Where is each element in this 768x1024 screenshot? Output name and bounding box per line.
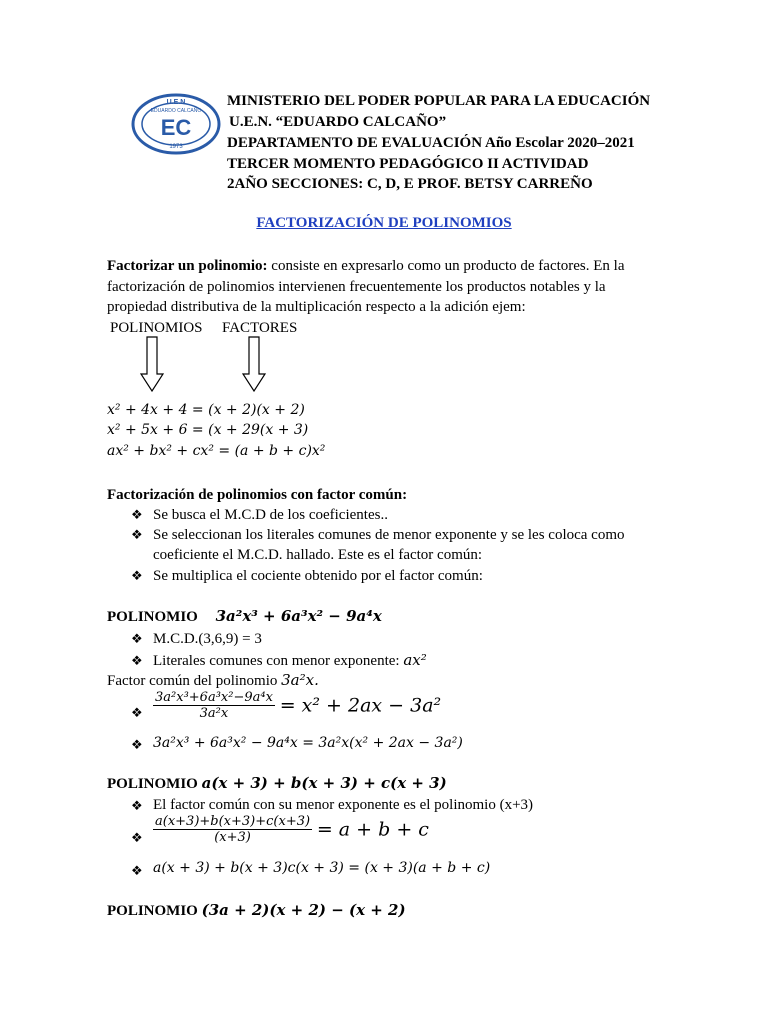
poly1-literals-label: Literales comunes con menor exponente: — [153, 653, 404, 669]
example-2: x² + 5x + 6 = (x + 29(x + 3) — [107, 422, 309, 438]
bullet-icon: ❖ — [131, 705, 143, 720]
poly2-frac-result: = a + b + c — [316, 818, 429, 841]
example-1: x² + 4x + 4 = (x + 2)(x + 2) — [107, 402, 305, 418]
header-sections: 2AÑO SECCIONES: C, D, E PROF. BETSY CARREÑO — [227, 176, 593, 192]
poly2-bullet-1: El factor común con su menor exponente es el polinomio (x+3) — [153, 797, 534, 813]
poly1-expression: 3a²x³ + 6a³x² − 9a⁴x — [215, 607, 382, 625]
poly3-heading — [107, 900, 406, 921]
poly1-division — [153, 690, 441, 721]
poly2-label: POLINOMIO — [107, 776, 202, 792]
poly1-frac-numerator: 3a²x³+6a³x²−9a⁴x — [155, 690, 273, 705]
common-factor-heading: Factorización de polinomios con factor común: — [107, 487, 408, 503]
poly1-literals-value: ax² — [403, 651, 427, 669]
header-ministry: MINISTERIO DEL PODER POPULAR PARA LA EDUCACIÓN — [227, 93, 651, 109]
poly3-label: POLINOMIO — [107, 903, 202, 919]
poly3-expression: (3a + 2)(x + 2) − (x + 2) — [201, 901, 406, 919]
poly2-expression: a(x + 3) + b(x + 3) + c(x + 3) — [201, 774, 447, 792]
logo-top-text: U.E.N — [166, 99, 186, 106]
bullet-icon: ❖ — [131, 830, 143, 845]
logo-ring-text: EDUARDO CALCAÑO — [150, 108, 202, 114]
intro-line-2: factorización de polinomios intervienen frecuentemente los productos notables y la — [107, 279, 606, 295]
poly2-result: a(x + 3) + b(x + 3)c(x + 3) = (x + 3)(a + b + c) — [153, 860, 491, 876]
school-logo — [131, 93, 221, 155]
bullet-icon: ❖ — [131, 798, 143, 813]
header-school: U.E.N. “EDUARDO CALCAÑO” — [229, 114, 447, 130]
intro-line-3: propiedad distributiva de la multiplicación respecto a la adición ejem: — [107, 299, 526, 315]
down-arrow-icon — [242, 336, 266, 392]
poly1-label: POLINOMIO — [107, 609, 198, 625]
poly1-frac-result: = x² + 2ax − 3a² — [279, 694, 442, 717]
cf-bullet-3: Se multiplica el cociente obtenido por el factor común: — [153, 568, 483, 584]
bullet-icon: ❖ — [131, 527, 143, 542]
cf-bullet-2-line-2: coeficiente el M.C.D. hallado. Este es el factor común: — [153, 547, 483, 563]
poly1-frac-denominator: 3a²x — [199, 706, 229, 721]
down-arrow-icon — [140, 336, 164, 392]
intro-term: Factorizar un polinomio: — [107, 258, 268, 274]
cf-bullet-1: Se busca el M.C.D de los coeficientes.. — [153, 507, 388, 523]
bullet-icon: ❖ — [131, 653, 143, 668]
bullet-icon: ❖ — [131, 568, 143, 583]
poly2-heading — [107, 773, 447, 794]
poly1-mcd: M.C.D.(3,6,9) = 3 — [153, 631, 262, 647]
header-moment: TERCER MOMENTO PEDAGÓGICO II ACTIVIDAD — [227, 156, 589, 172]
poly2-fraction — [153, 814, 312, 845]
intro-line-1-rest: consiste en expresarlo como un producto de factores. En la — [267, 258, 625, 274]
poly1-fraction — [153, 690, 275, 721]
poly1-literals — [153, 650, 427, 671]
intro-line-1 — [107, 256, 625, 276]
logo-year: 1973 — [169, 144, 183, 150]
bullet-icon: ❖ — [131, 631, 143, 646]
poly2-frac-numerator: a(x+3)+b(x+3)+c(x+3) — [155, 814, 311, 829]
poly1-result: 3a²x³ + 6a³x² − 9a⁴x = 3a²x(x² + 2ax − 3a²) — [153, 735, 463, 751]
poly1-factor-value: 3a²x. — [281, 671, 319, 689]
bullet-icon: ❖ — [131, 737, 143, 752]
poly2-division — [153, 814, 429, 845]
bullet-icon: ❖ — [131, 507, 143, 522]
poly2-frac-denominator: (x+3) — [214, 830, 251, 845]
column-label-factores: FACTORES — [222, 320, 298, 336]
poly1-factor — [107, 670, 319, 691]
poly1-heading — [107, 606, 382, 627]
bullet-icon: ❖ — [131, 863, 143, 878]
poly1-factor-label: Factor común del polinomio — [107, 673, 282, 689]
logo-initials: EC — [160, 115, 192, 140]
example-3: ax² + bx² + cx² = (a + b + c)x² — [107, 443, 326, 459]
cf-bullet-2-line-1: Se seleccionan los literales comunes de menor exponente y se les coloca como — [153, 527, 625, 543]
column-label-polinomios: POLINOMIOS — [110, 320, 203, 336]
header-department: DEPARTAMENTO DE EVALUACIÓN Año Escolar 2020–2021 — [227, 135, 635, 151]
page-title: FACTORIZACIÓN DE POLINOMIOS — [256, 215, 512, 231]
